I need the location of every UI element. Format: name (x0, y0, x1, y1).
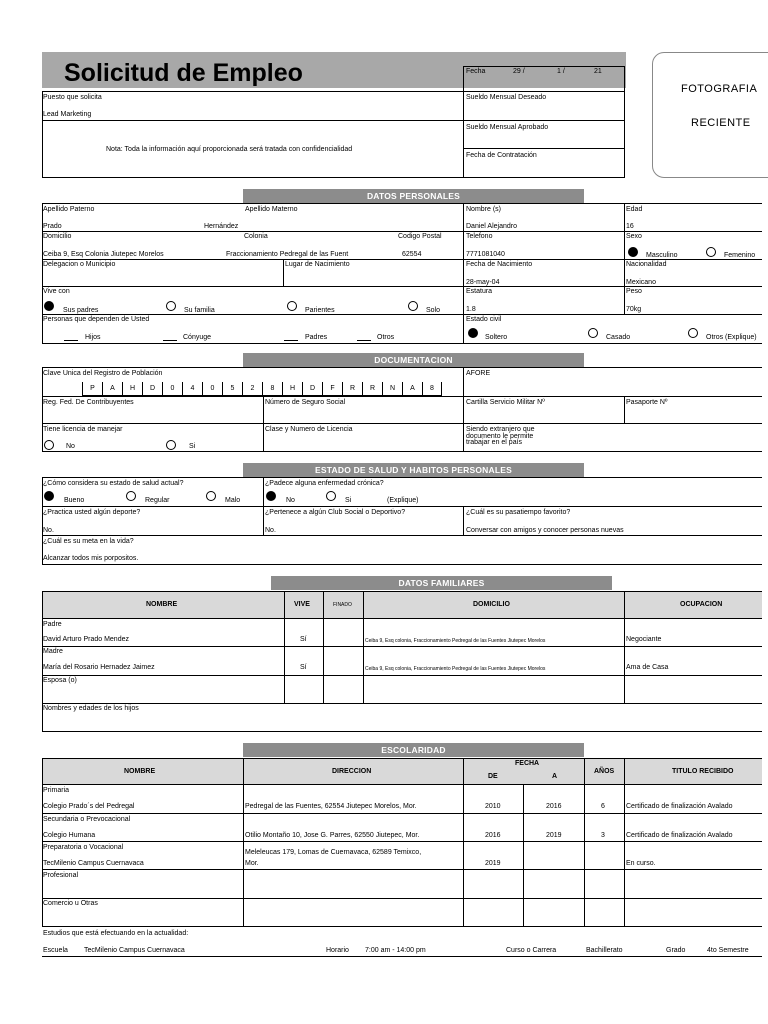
cronica-label: ¿Padece alguna enfermedad crónica? (265, 480, 384, 487)
padre-nombre[interactable]: David Arturo Prado Mendez (43, 636, 129, 643)
peso-label: Peso (626, 288, 642, 295)
secundaria-titulo[interactable]: Certificado de finalización Avalado (626, 832, 733, 839)
primaria-direccion[interactable]: Pedregal de las Fuentes, 62554 Jiutepec Morelos, Mor. (245, 803, 417, 810)
curp-char-box[interactable]: 0 (162, 382, 182, 396)
photo-box[interactable] (652, 52, 768, 178)
telefono-value[interactable]: 7771081040 (466, 251, 505, 258)
madre-vive[interactable]: Sí (300, 664, 307, 671)
secundaria-label: Secundaria o Prevocacional (43, 816, 131, 823)
extranjero-label-3: trabajar en el país (466, 439, 523, 446)
cronica-si-radio[interactable] (326, 491, 336, 501)
padre-ocupacion[interactable]: Negociante (626, 636, 662, 643)
fam-col-vive: VIVE (294, 601, 310, 608)
curp-char-box[interactable]: A (102, 382, 122, 396)
preparatoria-de[interactable]: 2019 (485, 860, 501, 867)
nombre-value[interactable]: Daniel Alejandro (466, 223, 517, 230)
licencia-si-radio[interactable] (166, 440, 176, 450)
civil-soltero-label: Soltero (485, 334, 508, 341)
meta-value[interactable]: Alcanzar todos mis porpositos. (43, 555, 139, 562)
colonia-value[interactable]: Fraccionamiento Pedregal de las Fuent (226, 251, 349, 258)
sueldo-deseado-label[interactable]: Sueldo Mensual Deseado (466, 94, 547, 101)
curp-char-box[interactable]: 4 (182, 382, 202, 396)
curp-char-box[interactable]: F (322, 382, 342, 396)
curp-char-box[interactable]: R (362, 382, 382, 396)
vive-parientes-label: Parientes (305, 307, 335, 314)
civil-otros-radio[interactable] (688, 328, 698, 338)
escuela-value[interactable]: TecMilenio Campus Cuernavaca (84, 947, 185, 954)
salud-regular-label: Regular (145, 497, 170, 504)
afore-label: AFORE (466, 370, 491, 377)
section-datos-personales: DATOS PERSONALES (243, 189, 584, 203)
curso-value[interactable]: Bachillerato (586, 947, 623, 954)
fam-col-domicilio: DOMICILIO (473, 601, 510, 608)
curp-char-box[interactable]: 8 (422, 382, 442, 396)
nss-label: Número de Seguro Social (265, 399, 346, 406)
fam-col-ocupacion: OCUPACION (680, 601, 723, 608)
domicilio-value[interactable]: Ceiba 9, Esq Colonia Jiutepec Morelos (43, 251, 164, 258)
pasatiempo-value[interactable]: Conversar con amigos y conocer personas nuevas (466, 527, 624, 534)
estado-civil-label: Estado civil (466, 316, 502, 323)
salud-malo-label: Malo (225, 497, 241, 504)
secundaria-nombre[interactable]: Colegio Humana (43, 832, 96, 839)
nacionalidad-label: Nacionalidad (626, 261, 667, 268)
vive-con-label: Vive con (43, 288, 70, 295)
apellido-materno-label: Apellido Materno (245, 206, 298, 213)
pasatiempo-label: ¿Cuál es su pasatiempo favorito? (466, 509, 571, 516)
esposa-label: Esposa (o) (43, 677, 77, 684)
sexo-femenino-label: Femenino (724, 252, 756, 259)
section-escolaridad: ESCOLARIDAD (243, 743, 584, 757)
civil-casado-label: Casado (606, 334, 631, 341)
club-value[interactable]: No. (265, 527, 276, 534)
codigo-postal-label: Codigo Postal (398, 233, 442, 240)
curp-char-box[interactable]: 2 (242, 382, 262, 396)
profesional-label: Profesional (43, 872, 79, 879)
cronica-explique-label: (Explique) (387, 497, 419, 504)
secundaria-de[interactable]: 2016 (485, 832, 501, 839)
primaria-nombre[interactable]: Colegio Prado´s del Pedregal (43, 803, 135, 810)
fecha-year[interactable]: 21 (594, 68, 602, 75)
esc-col-de: DE (488, 773, 498, 780)
nombre-label: Nombre (s) (466, 206, 502, 213)
extranjero-label-1: Siendo extranjero que (466, 426, 535, 433)
puesto-label: Puesto que solicita (43, 94, 102, 101)
dependientes-label: Personas que dependen de Usted (43, 316, 150, 323)
domicilio-label: Domicilio (43, 233, 72, 240)
preparatoria-direccion-2[interactable]: Mor. (245, 860, 259, 867)
dep-otros-label: Otros (377, 334, 395, 341)
salud-malo-radio[interactable] (206, 491, 216, 501)
curp-char-box[interactable]: H (282, 382, 302, 396)
esc-col-titulo: TITULO RECIBIDO (672, 768, 734, 775)
preparatoria-direccion-1[interactable]: Meleleucas 179, Lomas de Cuernavaca, 62589 Temixco, (245, 849, 422, 856)
curp-char-box[interactable]: D (142, 382, 162, 396)
extranjero-label-2: documento le permite (466, 433, 534, 440)
sexo-masculino-label: Masculino (646, 252, 678, 259)
fecha-day[interactable]: 29 / (513, 68, 525, 75)
escuela-label: Escuela (43, 947, 68, 954)
madre-nombre[interactable]: María del Rosario Hernadez Jaimez (43, 664, 155, 671)
padre-vive[interactable]: Sí (300, 636, 307, 643)
curp-char-box[interactable]: A (402, 382, 422, 396)
deporte-label: ¿Practica usted algún deporte? (43, 509, 141, 516)
telefono-label: Telefono (466, 233, 493, 240)
primaria-anos[interactable]: 6 (601, 803, 605, 810)
sexo-femenino-radio[interactable] (706, 247, 716, 257)
primaria-titulo[interactable]: Certificado de finalización Avalado (626, 803, 733, 810)
licencia-label: Tiene licencia de manejar (43, 426, 123, 433)
sueldo-aprobado-label[interactable]: Sueldo Mensual Aprobado (466, 124, 549, 131)
cronica-si-label: Si (345, 497, 352, 504)
lugar-nacimiento-label: Lugar de Nacimiento (285, 261, 350, 268)
dep-hijos-label: Hijos (85, 334, 101, 341)
curp-char-box[interactable]: H (122, 382, 142, 396)
curp-char-box[interactable]: R (342, 382, 362, 396)
cartilla-label: Cartilla Servicio Militar Nº (466, 399, 545, 406)
photo-label-2: RECIENTE (691, 117, 751, 129)
apellido-paterno-label: Apellido Paterno (43, 206, 95, 213)
fecha-nacimiento-label: Fecha de Nacimiento (466, 261, 533, 268)
curp-label: Clave Unica del Registro de Población (43, 370, 163, 377)
preparatoria-titulo[interactable]: En curso. (626, 860, 656, 867)
curp-char-box[interactable]: D (302, 382, 322, 396)
nacionalidad-value[interactable]: Mexicano (626, 279, 656, 286)
licencia-no-radio[interactable] (44, 440, 54, 450)
madre-label: Madre (43, 648, 63, 655)
vive-familia-radio[interactable] (166, 301, 176, 311)
madre-ocupacion[interactable]: Ama de Casa (626, 664, 669, 671)
salud-bueno-radio[interactable] (44, 491, 54, 501)
horario-value[interactable]: 7:00 am - 14:00 pm (365, 947, 426, 954)
salud-estado-label: ¿Cómo considera su estado de salud actual? (43, 480, 184, 487)
grado-label: Grado (666, 947, 686, 954)
curp-char-box[interactable]: 5 (222, 382, 242, 396)
salud-bueno-label: Bueno (64, 497, 85, 504)
apellido-materno-value[interactable]: Hernández (204, 223, 239, 230)
edad-value[interactable]: 16 (626, 223, 634, 230)
curp-char-box[interactable]: N (382, 382, 402, 396)
colonia-label: Colonia (244, 233, 268, 240)
curp-char-box[interactable]: 8 (262, 382, 282, 396)
secundaria-direccion[interactable]: Otilio Montaño 10, Jose G. Parres, 62550 Jiutepec, Mor. (245, 832, 420, 839)
horario-label: Horario (326, 947, 349, 954)
fam-col-finado: FINADO (333, 602, 352, 608)
salud-regular-radio[interactable] (126, 491, 136, 501)
cronica-no-label: No (286, 497, 295, 504)
puesto-value[interactable]: Lead Marketing (43, 111, 92, 118)
section-familiares: DATOS FAMILIARES (271, 576, 612, 590)
page-title: Solicitud de Empleo (64, 59, 303, 87)
hijos-label: Nombres y edades de los hijos (43, 705, 139, 712)
fecha-month[interactable]: 1 / (557, 68, 565, 75)
estatura-value[interactable]: 1.8 (466, 306, 476, 313)
fecha-contratacion-label[interactable]: Fecha de Contratación (466, 152, 537, 159)
esc-col-nombre: NOMBRE (124, 768, 156, 775)
dep-padres-label: Padres (305, 334, 328, 341)
esc-col-fecha: FECHA (515, 760, 540, 767)
vive-solo-radio[interactable] (408, 301, 418, 311)
sexo-masculino-radio[interactable] (628, 247, 638, 257)
deporte-value[interactable]: No. (43, 527, 54, 534)
civil-casado-radio[interactable] (588, 328, 598, 338)
confidentiality-note: Nota: Toda la información aquí proporcionada será tratada con confidencialidad (106, 146, 353, 153)
primaria-a[interactable]: 2016 (546, 803, 562, 810)
pasaporte-label: Pasaporte Nº (626, 399, 668, 406)
comercio-label: Comercio u Otras (43, 900, 98, 907)
estudios-actuales-label: Estudios que está efectuando en la actualidad: (43, 930, 189, 937)
dep-conyuge-label: Cónyuge (183, 334, 212, 341)
photo-label: FOTOGRAFIA (681, 83, 758, 95)
licencia-no-label: No (66, 443, 75, 450)
rfc-label: Reg. Fed. De Contribuyentes (43, 399, 134, 406)
fecha-label: Fecha (466, 68, 486, 75)
delegacion-label: Delegacion o Municipio (43, 261, 116, 268)
vive-solo-label: Solo (426, 307, 441, 314)
civil-soltero-radio[interactable] (468, 328, 478, 338)
grado-value[interactable]: 4to Semestre (707, 947, 749, 954)
club-label: ¿Pertenece a algún Club Social o Deportivo? (265, 509, 406, 516)
peso-value[interactable]: 70kg (626, 306, 642, 313)
vive-parientes-radio[interactable] (287, 301, 297, 311)
madre-domicilio[interactable]: Ceiba 9, Esq colonia, Fraccionamiento Pedregal de las Fuentes Jiutepec Morelos (365, 666, 546, 672)
curp-char-box[interactable]: 0 (202, 382, 222, 396)
fam-col-nombre: NOMBRE (146, 601, 178, 608)
section-documentacion: DOCUMENTACION (243, 353, 584, 367)
fecha-nacimiento-value[interactable]: 28-may-04 (466, 279, 500, 286)
primaria-de[interactable]: 2010 (485, 803, 501, 810)
esc-col-direccion: DIRECCION (332, 768, 372, 775)
licencia-si-label: Si (189, 443, 196, 450)
clase-licencia-label: Clase y Numero de Licencia (265, 426, 353, 433)
curp-boxes[interactable] (82, 382, 442, 396)
curp-char-box[interactable]: P (82, 382, 102, 396)
padre-domicilio[interactable]: Ceiba 9, Esq colonia, Fraccionamiento Pedregal de las Fuentes Jiutepec Morelos (365, 638, 546, 644)
secundaria-anos[interactable]: 3 (601, 832, 605, 839)
apellido-paterno-value[interactable]: Prado (43, 223, 62, 230)
sexo-label: Sexo (626, 233, 642, 240)
vive-padres-label: Sus padres (63, 307, 99, 314)
vive-familia-label: Su familia (184, 307, 215, 314)
section-salud: ESTADO DE SALUD Y HABITOS PERSONALES (243, 463, 584, 477)
secundaria-a[interactable]: 2019 (546, 832, 562, 839)
preparatoria-nombre[interactable]: TecMilenio Campus Cuernavaca (43, 860, 144, 867)
vive-padres-radio[interactable] (44, 301, 54, 311)
curso-label: Curso o Carrera (506, 947, 557, 954)
civil-otros-label: Otros (Explique) (706, 334, 757, 341)
estatura-label: Estatura (466, 288, 493, 295)
cronica-no-radio[interactable] (266, 491, 276, 501)
codigo-postal-value[interactable]: 62554 (402, 251, 422, 258)
primaria-label: Primaria (43, 787, 70, 794)
esc-col-a: A (552, 773, 558, 780)
esc-col-anos: AÑOS (594, 768, 615, 775)
preparatoria-label: Preparatoria o Vocacional (43, 844, 124, 851)
edad-label: Edad (626, 206, 643, 213)
meta-label: ¿Cuál es su meta en la vida? (43, 538, 134, 545)
padre-label: Padre (43, 621, 62, 628)
